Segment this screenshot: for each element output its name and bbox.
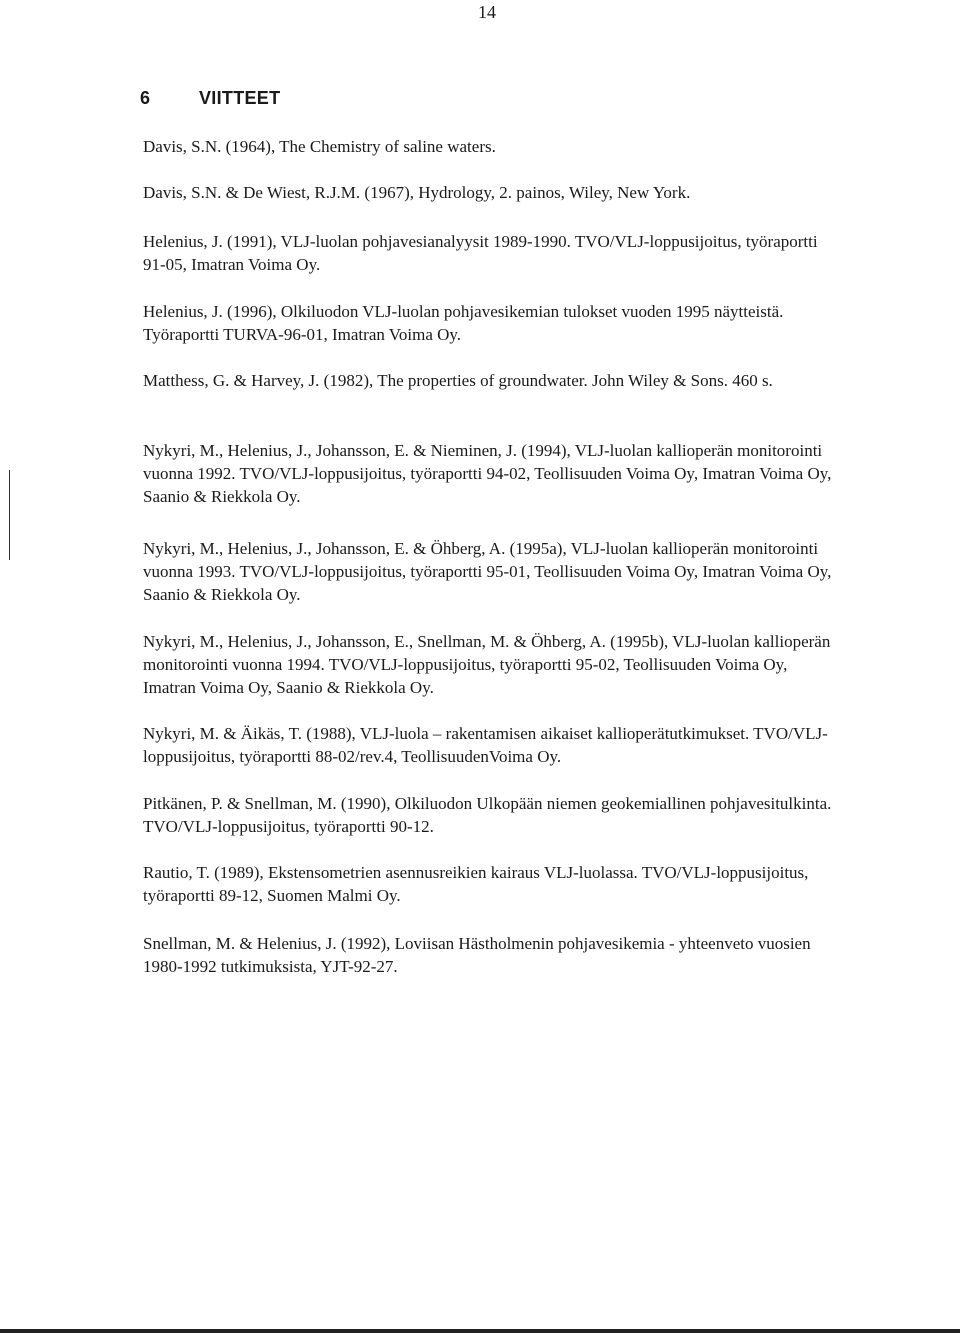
reference-entry: Helenius, J. (1996), Olkiluodon VLJ-luolan pohjavesikemian tulokset vuoden 1995 näytteistä. Työraportti TURVA-96-01, Imatran Voima Oy. xyxy=(143,302,784,344)
page-number: 14 xyxy=(478,2,496,22)
scan-bottom-edge xyxy=(0,1329,960,1333)
reference-entry: Davis, S.N. & De Wiest, R.J.M. (1967), Hydrology, 2. painos, Wiley, New York. xyxy=(143,183,691,202)
reference-entry: Nykyri, M., Helenius, J., Johansson, E. & Nieminen, J. (1994), VLJ-luolan kallioperän monitorointi vuonna 1992. TVO/VLJ-loppusijoitus, työraportti 94-02, Teollisuuden Voima Oy, Imatran Voima Oy, Saanio & Riekkola Oy. xyxy=(143,441,832,506)
reference-entry: Matthess, G. & Harvey, J. (1982), The properties of groundwater. John Wiley & Sons. 460 s. xyxy=(143,371,773,390)
reference-entry: Nykyri, M., Helenius, J., Johansson, E. & Öhberg, A. (1995a), VLJ-luolan kallioperän monitorointi vuonna 1993. TVO/VLJ-loppusijoitus, työraportti 95-01, Teollisuuden Voima Oy, Imatran Voima Oy, Saanio & Riekkola Oy. xyxy=(143,539,832,604)
scan-margin-line xyxy=(9,470,10,560)
section-heading xyxy=(140,88,280,109)
section-number: 6 xyxy=(140,88,151,108)
reference-entry: Pitkänen, P. & Snellman, M. (1990), Olkiluodon Ulkopään niemen geokemiallinen pohjavesitulkinta. TVO/VLJ-loppusijoitus, työraportti 90-12. xyxy=(143,794,832,836)
reference-entry: Nykyri, M., Helenius, J., Johansson, E., Snellman, M. & Öhberg, A. (1995b), VLJ-luolan kallioperän monitorointi vuonna 1994. TVO/VLJ-loppusijoitus, työraportti 95-02, Teollisuuden Voima Oy, Imatran Voima Oy, Saanio & Riekkola Oy. xyxy=(143,632,831,697)
reference-entry: Helenius, J. (1991), VLJ-luolan pohjavesianalyysit 1989-1990. TVO/VLJ-loppusijoitus, työraportti 91-05, Imatran Voima Oy. xyxy=(143,232,818,274)
reference-entry: Davis, S.N. (1964), The Chemistry of saline waters. xyxy=(143,137,496,156)
reference-entry: Nykyri, M. & Äikäs, T. (1988), VLJ-luola – rakentamisen aikaiset kallioperätutkimukset. TVO/VLJ-loppusijoitus, työraportti 88-02/rev.4, TeollisuudenVoima Oy. xyxy=(143,724,828,766)
section-title: VIITTEET xyxy=(199,88,281,108)
reference-entry: Rautio, T. (1989), Ekstensometrien asennusreikien kairaus VLJ-luolassa. TVO/VLJ-loppusijoitus, työraportti 89-12, Suomen Malmi Oy. xyxy=(143,863,809,905)
reference-entry: Snellman, M. & Helenius, J. (1992), Loviisan Hästholmenin pohjavesikemia - yhteenveto vuosien 1980-1992 tutkimuksista, YJT-92-27. xyxy=(143,934,811,976)
